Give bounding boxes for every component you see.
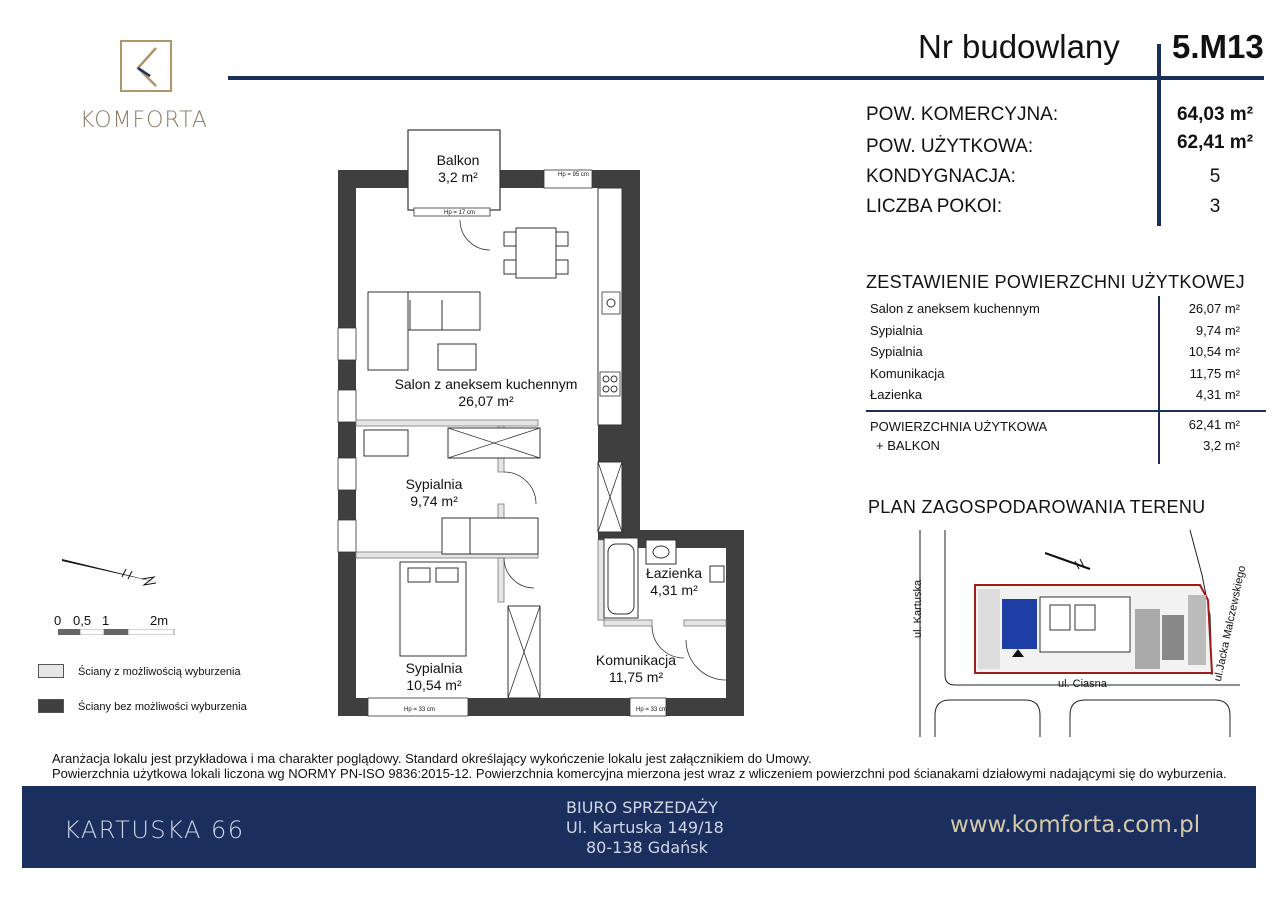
logo-text: KOMFORTA	[80, 108, 208, 133]
summary-balcony-label: + BALKON	[876, 438, 940, 453]
window-label: Hp = 17 cm	[444, 210, 475, 216]
logo-mark	[120, 40, 172, 92]
footer-project-name: KARTUSKA 66	[64, 816, 245, 844]
summary-row-area: 26,07 m²	[1188, 301, 1240, 316]
legend-label-removable: Ściany z możliwością wyburzenia	[78, 666, 241, 678]
footer-website-link[interactable]: www.komforta.com.pl	[950, 812, 1201, 838]
info-value-rooms: 3	[1209, 196, 1221, 217]
room-name: Balkon	[436, 152, 480, 168]
room-label-komunikacja	[586, 652, 686, 686]
scale-tick: 0	[54, 613, 62, 628]
site-plan-map	[890, 525, 1240, 740]
summary-horizontal-divider	[866, 410, 1266, 412]
legend-label-bearing: Ściany bez możliwości wyburzenia	[78, 701, 247, 713]
room-name: Sypialnia	[405, 660, 463, 676]
room-area: 9,74 m²	[410, 493, 458, 509]
footer-office-city: 80-138 Gdańsk	[586, 838, 708, 857]
street-label-malczewskiego: ul.Jacka Malczewskiego	[1212, 564, 1249, 683]
footer-office-address: Ul. Kartuska 149/18	[566, 818, 724, 837]
logo-k-icon	[122, 42, 170, 90]
info-label-commercial: POW. KOMERCYJNA:	[866, 104, 1059, 125]
info-value-usable: 62,41 m²	[1176, 132, 1254, 153]
footer-office-title: BIURO SPRZEDAŻY	[566, 798, 718, 817]
info-value-floor: 5	[1209, 166, 1221, 187]
site-plan-title: PLAN ZAGOSPODAROWANIA TERENU	[868, 497, 1206, 517]
summary-row-area: 9,74 m²	[1195, 323, 1240, 338]
street-label-kartuska: ul. Kartuska	[912, 579, 924, 638]
room-area: 11,75 m²	[608, 669, 664, 685]
room-area: 26,07 m²	[458, 393, 514, 409]
window-label: Hp = 33 cm	[404, 707, 435, 713]
room-label-lazienka	[636, 565, 712, 599]
summary-row-name: Sypialnia	[870, 323, 923, 338]
summary-total-label: POWIERZCHNIA UŻYTKOWA	[870, 419, 1048, 434]
street-label-ciasna: ul. Ciasna	[1058, 678, 1107, 690]
summary-row-name: Salon z aneksem kuchennym	[870, 301, 1040, 316]
room-area: 10,54 m²	[406, 677, 462, 693]
room-name: Komunikacja	[595, 652, 677, 668]
room-name: Salon z aneksem kuchennym	[394, 376, 578, 392]
header-divider	[228, 76, 1264, 80]
summary-row-area: 10,54 m²	[1188, 344, 1240, 359]
legend-swatch-bearing	[38, 699, 64, 713]
building-number-label: Nr budowlany	[918, 28, 1120, 65]
scale-tick: 2m	[150, 613, 169, 628]
summary-row-area: 4,31 m²	[1195, 387, 1240, 402]
info-label-usable: POW. UŻYTKOWA:	[866, 136, 1034, 157]
room-label-sypialnia-1	[384, 476, 484, 510]
unit-code: 5.M13	[1172, 28, 1264, 65]
summary-row-name: Komunikacja	[870, 366, 945, 381]
summary-title: ZESTAWIENIE POWIERZCHNI UŻYTKOWEJ	[866, 272, 1245, 292]
summary-row-name: Łazienka	[870, 387, 923, 402]
scale-tick: 0,5	[73, 613, 92, 628]
info-label-rooms: LICZBA POKOI:	[866, 196, 1003, 217]
room-area: 3,2 m²	[438, 169, 478, 185]
summary-row-name: Sypialnia	[870, 344, 923, 359]
room-name: Sypialnia	[405, 476, 463, 492]
north-arrow-icon	[56, 555, 176, 595]
scale-tick: 1	[102, 613, 110, 628]
room-label-sypialnia-2	[384, 660, 484, 694]
room-name: Łazienka	[645, 565, 703, 581]
summary-balcony-area: 3,2 m²	[1203, 438, 1240, 453]
legend-swatch-removable	[38, 664, 64, 678]
summary-row-area: 11,75 m²	[1189, 366, 1240, 381]
room-area: 4,31 m²	[650, 582, 698, 598]
window-label: Hp = 33 cm	[636, 707, 667, 713]
scale-bar	[58, 629, 178, 635]
window-label: Hp = 95 cm	[558, 172, 589, 178]
summary-total-area: 62,41 m²	[1188, 417, 1240, 432]
room-label-salon	[378, 376, 594, 410]
disclaimer-line-2: Powierzchnia użytkowa lokali liczona wg NORMY PN-ISO 9836:2015-12. Powierzchnia komercyjna mierzona jest wraz z wliczeniem powierzchni pod ścianakami działowymi nadającymi się do wyburzenia.	[52, 766, 1227, 781]
info-label-floor: KONDYGNACJA:	[866, 166, 1016, 187]
room-label-balkon	[420, 152, 496, 186]
disclaimer-line-1: Aranżacja lokalu jest przykładowa i ma charakter poglądowy. Standard określający wykończenie lokalu jest załącznikiem do Umowy.	[52, 751, 812, 766]
info-value-commercial: 64,03 m²	[1176, 104, 1254, 125]
floor-plan	[330, 120, 800, 730]
header-vertical-divider	[1157, 44, 1161, 226]
